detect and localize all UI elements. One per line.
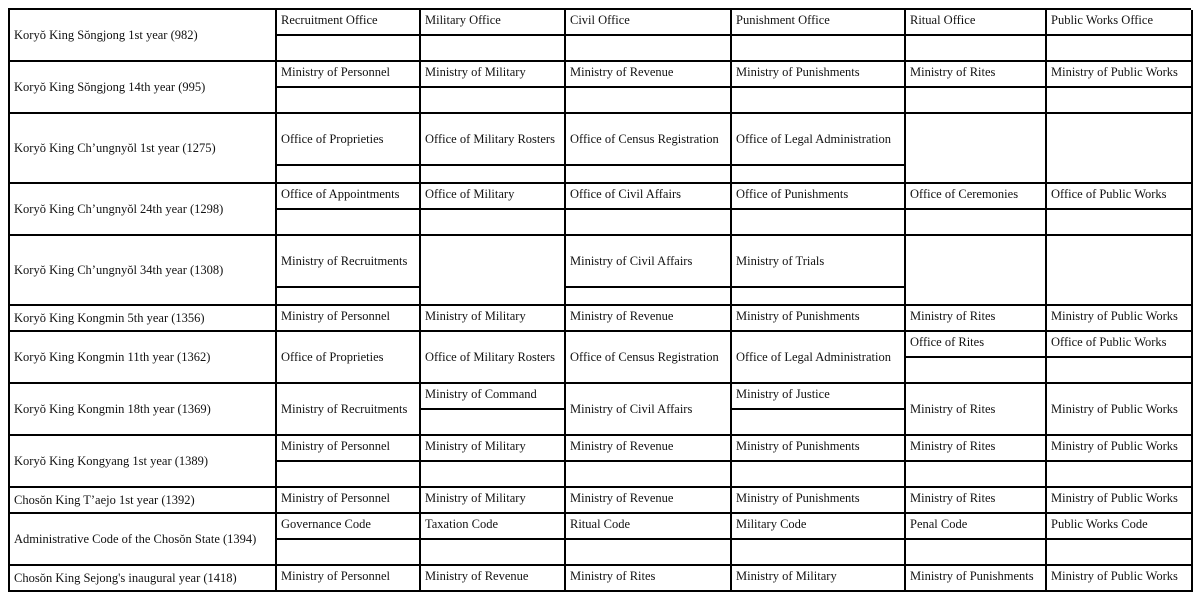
empty-cell <box>277 88 421 114</box>
office-cell <box>421 114 566 166</box>
empty-cell <box>1047 540 1193 566</box>
office-cell <box>421 566 566 592</box>
office-cell <box>732 332 906 384</box>
office-cell-text: Recruitment Office <box>281 13 378 27</box>
office-cell-text: Ministry of Rites <box>910 491 996 505</box>
office-cell-text: Office of Rites <box>910 335 985 349</box>
office-cell-text: Ministry of Revenue <box>570 439 674 453</box>
empty-cell <box>732 462 906 488</box>
period-cell-text: Koryŏ King Ch’ungnyŏl 34th year (1308) <box>14 263 224 277</box>
office-cell <box>566 114 732 166</box>
office-cell <box>906 10 1047 36</box>
office-cell <box>277 514 421 540</box>
empty-cell <box>1047 462 1193 488</box>
office-cell <box>421 514 566 540</box>
office-cell <box>732 114 906 166</box>
office-cell-text: Public Works Office <box>1051 13 1153 27</box>
office-cell-text: Office of Military Rosters <box>425 132 555 146</box>
period-cell <box>10 566 277 592</box>
office-cell-text: Office of Public Works <box>1051 335 1167 349</box>
empty-cell <box>421 210 566 236</box>
period-cell-text: Koryŏ King Kongmin 5th year (1356) <box>14 311 205 325</box>
office-cell <box>277 488 421 514</box>
office-cell-text: Ritual Office <box>910 13 976 27</box>
office-cell <box>906 566 1047 592</box>
office-cell-text: Office of Legal Administration <box>736 350 891 364</box>
office-cell <box>277 236 421 288</box>
office-cell-text: Ministry of Revenue <box>570 491 674 505</box>
office-cell-text: Ministry of Revenue <box>570 65 674 79</box>
office-cell <box>566 184 732 210</box>
office-cell <box>732 236 906 288</box>
office-cell <box>1047 384 1193 436</box>
office-cell <box>421 10 566 36</box>
office-cell-text: Ministry of Personnel <box>281 491 391 505</box>
office-cell <box>277 10 421 36</box>
office-cell-text: Ministry of Recruitments <box>281 254 408 268</box>
office-cell <box>1047 436 1193 462</box>
empty-cell <box>1047 114 1193 184</box>
office-cell-text: Ministry of Military <box>425 309 526 323</box>
office-cell-text: Office of Public Works <box>1051 187 1167 201</box>
office-cell <box>906 62 1047 88</box>
office-cell <box>277 566 421 592</box>
empty-cell <box>421 88 566 114</box>
empty-cell <box>421 166 566 184</box>
office-cell <box>566 566 732 592</box>
office-cell-text: Ministry of Military <box>425 439 526 453</box>
office-cell-text: Ministry of Recruitments <box>281 402 408 416</box>
office-cell-text: Office of Legal Administration <box>736 132 891 146</box>
office-cell <box>1047 306 1193 332</box>
office-cell <box>566 332 732 384</box>
empty-cell <box>566 210 732 236</box>
office-cell-text: Ministry of Punishments <box>736 309 860 323</box>
office-cell <box>566 10 732 36</box>
office-cell-text: Ministry of Punishments <box>736 439 860 453</box>
office-history-table <box>8 8 1191 592</box>
office-cell-text: Ministry of Personnel <box>281 309 391 323</box>
office-cell <box>732 514 906 540</box>
period-cell <box>10 332 277 384</box>
office-cell <box>732 306 906 332</box>
office-cell <box>732 384 906 410</box>
period-cell-text: Administrative Code of the Chosŏn State (1394) <box>14 532 257 546</box>
empty-cell <box>566 288 732 306</box>
office-cell <box>1047 566 1193 592</box>
office-cell <box>421 488 566 514</box>
office-cell <box>732 488 906 514</box>
office-cell <box>732 436 906 462</box>
office-cell <box>566 514 732 540</box>
office-cell <box>421 62 566 88</box>
office-cell <box>277 62 421 88</box>
office-cell <box>566 384 732 436</box>
period-cell-text: Koryŏ King Kongyang 1st year (1389) <box>14 454 209 468</box>
period-cell <box>10 384 277 436</box>
office-cell <box>1047 62 1193 88</box>
office-cell <box>421 184 566 210</box>
empty-cell <box>277 288 421 306</box>
office-cell-text: Taxation Code <box>425 517 499 531</box>
office-cell <box>906 332 1047 358</box>
empty-cell <box>906 88 1047 114</box>
office-cell-text: Office of Appointments <box>281 187 400 201</box>
office-cell <box>732 10 906 36</box>
period-cell-text: Koryŏ King Sŏngjong 1st year (982) <box>14 28 198 42</box>
office-cell-text: Ministry of Trials <box>736 254 825 268</box>
period-cell-text: Koryŏ King Ch’ungnyŏl 24th year (1298) <box>14 202 224 216</box>
office-cell <box>566 306 732 332</box>
office-cell <box>566 436 732 462</box>
empty-cell <box>421 462 566 488</box>
office-cell-text: Office of Census Registration <box>570 132 719 146</box>
office-cell-text: Office of Punishments <box>736 187 849 201</box>
office-cell-text: Ministry of Civil Affairs <box>570 402 693 416</box>
period-cell <box>10 514 277 566</box>
office-cell-text: Office of Census Registration <box>570 350 719 364</box>
office-cell-text: Ministry of Revenue <box>570 309 674 323</box>
office-cell-text: Public Works Code <box>1051 517 1148 531</box>
office-cell <box>421 332 566 384</box>
office-cell <box>906 184 1047 210</box>
empty-cell <box>906 540 1047 566</box>
empty-cell <box>732 166 906 184</box>
period-cell <box>10 306 277 332</box>
office-cell <box>1047 10 1193 36</box>
empty-cell <box>732 288 906 306</box>
empty-cell <box>421 410 566 436</box>
office-cell <box>277 184 421 210</box>
office-cell-text: Ministry of Rites <box>570 569 656 583</box>
office-cell <box>732 184 906 210</box>
empty-cell <box>732 540 906 566</box>
empty-cell <box>1047 36 1193 62</box>
period-cell-text: Chosŏn King Sejong's inaugural year (1418) <box>14 571 237 585</box>
period-cell-text: Chosŏn King T’aejo 1st year (1392) <box>14 493 195 507</box>
office-cell-text: Office of Military <box>425 187 515 201</box>
office-cell-text: Ministry of Punishments <box>736 491 860 505</box>
empty-cell <box>1047 210 1193 236</box>
period-cell-text: Koryŏ King Kongmin 18th year (1369) <box>14 402 211 416</box>
office-cell-text: Ministry of Punishments <box>736 65 860 79</box>
office-cell <box>906 514 1047 540</box>
empty-cell <box>906 236 1047 306</box>
office-cell-text: Ministry of Public Works <box>1051 439 1178 453</box>
office-cell-text: Ministry of Rites <box>910 65 996 79</box>
period-cell <box>10 236 277 306</box>
empty-cell <box>732 36 906 62</box>
period-cell <box>10 184 277 236</box>
office-cell <box>1047 488 1193 514</box>
office-cell-text: Ministry of Rites <box>910 402 996 416</box>
office-cell-text: Civil Office <box>570 13 630 27</box>
office-cell <box>277 114 421 166</box>
empty-cell <box>421 36 566 62</box>
office-cell-text: Ministry of Rites <box>910 439 996 453</box>
empty-cell <box>566 462 732 488</box>
office-cell-text: Ministry of Public Works <box>1051 65 1178 79</box>
office-cell-text: Military Office <box>425 13 501 27</box>
office-cell-text: Office of Ceremonies <box>910 187 1019 201</box>
empty-cell <box>277 540 421 566</box>
office-cell-text: Penal Code <box>910 517 968 531</box>
period-cell-text: Koryŏ King Sŏngjong 14th year (995) <box>14 80 206 94</box>
empty-cell <box>732 410 906 436</box>
office-cell <box>421 436 566 462</box>
empty-cell <box>566 36 732 62</box>
office-cell <box>421 306 566 332</box>
period-cell <box>10 436 277 488</box>
office-cell <box>1047 514 1193 540</box>
office-cell <box>906 306 1047 332</box>
empty-cell <box>1047 236 1193 306</box>
empty-cell <box>732 88 906 114</box>
office-cell-text: Governance Code <box>281 517 371 531</box>
office-cell-text: Ministry of Public Works <box>1051 569 1178 583</box>
office-cell-text: Ministry of Civil Affairs <box>570 254 693 268</box>
office-cell <box>732 62 906 88</box>
office-cell-text: Office of Proprieties <box>281 132 384 146</box>
office-cell <box>277 436 421 462</box>
empty-cell <box>421 236 566 306</box>
office-cell-text: Office of Proprieties <box>281 350 384 364</box>
empty-cell <box>906 210 1047 236</box>
office-cell-text: Ministry of Military <box>425 491 526 505</box>
office-cell <box>1047 184 1193 210</box>
empty-cell <box>277 462 421 488</box>
office-cell <box>906 384 1047 436</box>
empty-cell <box>1047 88 1193 114</box>
office-cell-text: Office of Military Rosters <box>425 350 555 364</box>
office-cell <box>421 384 566 410</box>
office-cell-text: Ritual Code <box>570 517 631 531</box>
empty-cell <box>566 166 732 184</box>
office-cell-text: Ministry of Public Works <box>1051 309 1178 323</box>
empty-cell <box>421 540 566 566</box>
office-cell <box>566 488 732 514</box>
empty-cell <box>906 114 1047 184</box>
office-cell <box>277 384 421 436</box>
empty-cell <box>906 358 1047 384</box>
period-cell <box>10 488 277 514</box>
office-cell-text: Office of Civil Affairs <box>570 187 681 201</box>
office-cell-text: Ministry of Military <box>736 569 837 583</box>
period-cell <box>10 10 277 62</box>
period-cell-text: Koryŏ King Ch’ungnyŏl 1st year (1275) <box>14 141 216 155</box>
empty-cell <box>906 36 1047 62</box>
office-cell-text: Ministry of Personnel <box>281 569 391 583</box>
empty-cell <box>277 36 421 62</box>
empty-cell <box>732 210 906 236</box>
office-cell-text: Ministry of Military <box>425 65 526 79</box>
office-cell <box>277 332 421 384</box>
office-cell <box>732 566 906 592</box>
office-cell <box>1047 332 1193 358</box>
office-cell <box>906 488 1047 514</box>
office-cell-text: Ministry of Rites <box>910 309 996 323</box>
empty-cell <box>277 210 421 236</box>
empty-cell <box>1047 358 1193 384</box>
empty-cell <box>906 462 1047 488</box>
period-cell-text: Koryŏ King Kongmin 11th year (1362) <box>14 350 211 364</box>
office-cell <box>566 236 732 288</box>
period-cell <box>10 114 277 184</box>
office-cell-text: Ministry of Public Works <box>1051 402 1178 416</box>
office-cell-text: Ministry of Command <box>425 387 537 401</box>
office-cell <box>277 306 421 332</box>
period-cell <box>10 62 277 114</box>
empty-cell <box>566 540 732 566</box>
office-cell <box>566 62 732 88</box>
office-cell-text: Punishment Office <box>736 13 830 27</box>
empty-cell <box>566 88 732 114</box>
office-cell-text: Ministry of Public Works <box>1051 491 1178 505</box>
empty-cell <box>277 166 421 184</box>
office-cell-text: Ministry of Revenue <box>425 569 529 583</box>
office-cell-text: Ministry of Personnel <box>281 439 391 453</box>
office-cell-text: Ministry of Personnel <box>281 65 391 79</box>
office-cell-text: Ministry of Justice <box>736 387 830 401</box>
office-cell-text: Ministry of Punishments <box>910 569 1034 583</box>
office-cell-text: Military Code <box>736 517 807 531</box>
office-cell <box>906 436 1047 462</box>
